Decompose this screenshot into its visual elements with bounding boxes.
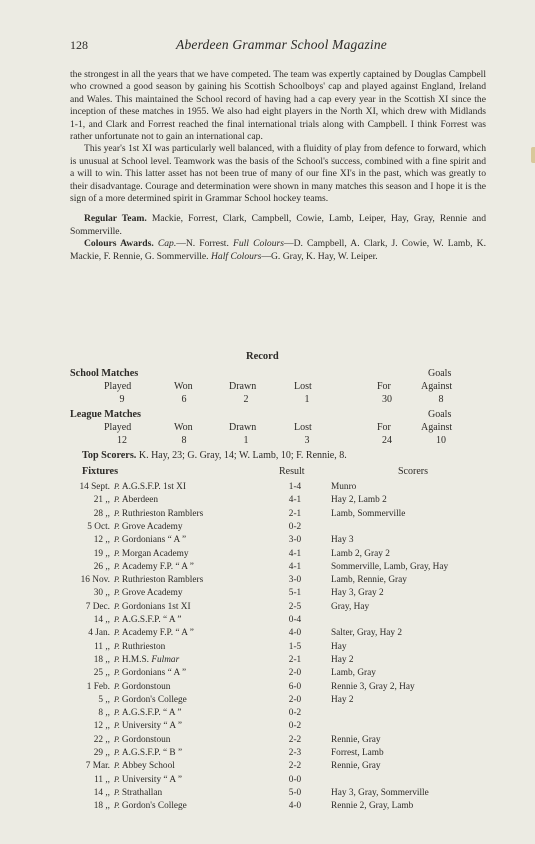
fixture-venue: P. bbox=[114, 801, 120, 811]
school-played-value: 9 bbox=[119, 394, 125, 405]
regular-team-line bbox=[70, 213, 486, 238]
record-title: Record bbox=[246, 351, 279, 362]
fixture-opponent bbox=[114, 655, 179, 665]
paragraph: This year's 1st XI was particularly well balanced, with a fluidity of play from defence to forward, which is unusual at School level. Teamwork was the basis of the School's success, combined with a fine spirit and a will to win. This latter asset has not been true of many of our fine XI's in the past, which was greatly to their disadvantage. Courage and determination were shown in many matches this season and I hope it is the sign of a more determined spirit in Grammar School hockey teams. bbox=[70, 143, 486, 205]
fixture-date: 26 ,, bbox=[93, 561, 110, 572]
fixture-date: 30 ,, bbox=[93, 588, 110, 599]
fixture-date: 7 Dec. bbox=[85, 601, 110, 612]
fixture-opponent-name: Gordonstoun bbox=[121, 734, 171, 745]
colours-awards-line bbox=[70, 238, 486, 263]
half-colours-text: —G. Gray, K. Hay, W. Leiper. bbox=[261, 250, 378, 262]
regular-team-text: Mackie, Forrest, Clark, Campbell, Cowie, Lamb, Leiper, Hay, Gray, Rennie and Sommerville. bbox=[70, 213, 487, 237]
league-lost-value: 3 bbox=[304, 435, 310, 446]
fixture-opponent-name: Gordon's College bbox=[121, 694, 187, 705]
top-scorers-line bbox=[82, 450, 347, 461]
fixture-opponent bbox=[114, 602, 191, 612]
fixture-date: 16 Nov. bbox=[80, 575, 110, 586]
league-goals-label: Goals bbox=[428, 409, 452, 420]
fixture-venue: P. bbox=[114, 694, 120, 704]
fixture-result: 1-5 bbox=[288, 641, 302, 652]
fixture-venue: P. bbox=[114, 548, 120, 558]
school-goals-label: Goals bbox=[428, 368, 452, 379]
league-drawn-value: 1 bbox=[243, 435, 249, 446]
fixture-date: 11 ,, bbox=[94, 641, 110, 652]
fixture-result: 4-0 bbox=[288, 628, 302, 639]
school-matches-heading: School Matches bbox=[70, 368, 139, 379]
league-col-drawn: Drawn bbox=[229, 422, 257, 433]
fixture-opponent-name: Gordonians 1st XI bbox=[121, 601, 191, 612]
fixture-opponent-name: University “ A ” bbox=[121, 721, 183, 732]
page-edge-mark bbox=[531, 147, 535, 163]
fixture-date: 18 ,, bbox=[93, 654, 110, 665]
fixture-scorers: Salter, Gray, Hay 2 bbox=[331, 628, 403, 639]
fixture-result: 0-2 bbox=[288, 721, 302, 732]
school-lost-value: 1 bbox=[304, 394, 310, 405]
fixtures-heading: Fixtures bbox=[82, 466, 119, 477]
fixture-date: 12 ,, bbox=[93, 535, 110, 546]
cap-text: —N. Forrest. bbox=[176, 238, 229, 250]
fixture-opponent bbox=[114, 668, 186, 678]
fixture-date: 7 Mar. bbox=[85, 761, 110, 772]
fixture-result: 0-2 bbox=[288, 521, 302, 532]
fixture-result: 2-2 bbox=[288, 761, 302, 772]
fixture-opponent bbox=[114, 588, 183, 598]
top-scorers-text: K. Hay, 23; G. Gray, 14; W. Lamb, 10; F. Rennie, 8. bbox=[138, 450, 347, 461]
school-won-value: 6 bbox=[181, 394, 187, 405]
fixture-opponent-name: A.G.S.F.P. “ A ” bbox=[121, 615, 182, 625]
school-col-won: Won bbox=[174, 381, 193, 392]
fixture-opponent-name: Abbey School bbox=[121, 761, 175, 772]
league-won-value: 8 bbox=[181, 435, 187, 446]
fixture-result: 2-1 bbox=[288, 654, 302, 665]
page-header bbox=[70, 38, 486, 56]
fixture-venue: P. bbox=[114, 601, 120, 611]
fixture-result: 2-1 bbox=[288, 508, 302, 519]
fixture-opponent-name: Gordonians “ A ” bbox=[121, 668, 187, 679]
fixture-opponent-name: Gordonstoun bbox=[121, 681, 171, 692]
fixture-date: 25 ,, bbox=[93, 668, 110, 679]
league-matches-heading: League Matches bbox=[70, 409, 142, 420]
fixture-date: 28 ,, bbox=[93, 508, 110, 519]
fixture-opponent bbox=[114, 642, 165, 652]
fixture-venue: P. bbox=[114, 521, 120, 531]
fixture-date: 18 ,, bbox=[93, 801, 110, 812]
fixture-scorers: Hay 3, Gray, Sommerville bbox=[331, 787, 429, 798]
fixture-venue: P. bbox=[114, 575, 120, 585]
fixture-opponent bbox=[114, 615, 182, 625]
fixture-opponent bbox=[114, 761, 175, 771]
fixture-scorers: Hay 3, Gray 2 bbox=[331, 588, 384, 599]
fixture-opponent-name: Gordonians “ A ” bbox=[121, 535, 187, 546]
league-col-lost: Lost bbox=[294, 422, 312, 433]
fixture-result: 2-3 bbox=[288, 748, 302, 758]
fixture-venue: P. bbox=[114, 508, 120, 518]
fixture-opponent-name: Aberdeen bbox=[121, 495, 158, 506]
fixture-scorers: Hay 2 bbox=[331, 654, 354, 665]
fixture-opponent-name: A.G.S.F.P. “ B ” bbox=[121, 748, 183, 758]
fixture-opponent-name: Academy F.P. “ A ” bbox=[121, 628, 194, 639]
fixture-opponent bbox=[114, 495, 158, 505]
scorers-heading: Scorers bbox=[398, 466, 428, 477]
fixture-venue: P. bbox=[114, 748, 120, 757]
full-colours-label: Full Colours bbox=[232, 238, 284, 250]
fixture-result: 3-0 bbox=[288, 535, 302, 546]
fixture-date: 14 ,, bbox=[93, 615, 110, 625]
fixture-scorers: Rennie 2, Gray, Lamb bbox=[331, 801, 414, 812]
league-played-value: 12 bbox=[117, 435, 127, 446]
fixture-venue: P. bbox=[114, 495, 120, 505]
fixture-date: 12 ,, bbox=[93, 721, 110, 732]
fixture-opponent-name: University “ A ” bbox=[121, 774, 183, 785]
fixture-venue: P. bbox=[114, 708, 120, 718]
fixture-opponent-name: Ruthrieston bbox=[121, 641, 166, 652]
fixture-scorers: Hay 2 bbox=[331, 694, 354, 705]
school-drawn-value: 2 bbox=[243, 394, 249, 405]
fixture-opponent-name: A.G.S.F.P. “ A ” bbox=[121, 708, 182, 719]
fixture-date: 22 ,, bbox=[93, 734, 110, 745]
fixture-opponent bbox=[114, 735, 170, 745]
fixture-venue: P. bbox=[114, 721, 120, 731]
fixture-scorers: Lamb, Gray bbox=[331, 668, 376, 679]
fixture-scorers: Hay 2, Lamb 2 bbox=[331, 495, 387, 506]
school-col-against: Against bbox=[421, 381, 453, 392]
fixture-scorers: Rennie, Gray bbox=[331, 734, 381, 745]
fixture-opponent bbox=[114, 695, 187, 705]
league-col-played: Played bbox=[104, 422, 132, 433]
fixture-opponent-name: Ruthrieston Ramblers bbox=[121, 508, 204, 519]
fixture-opponent bbox=[114, 509, 203, 519]
paragraph: the strongest in all the years that we have competed. The team was expertly captained by Douglas Campbell who crowned a good season by gaining his Scottish Schoolboys' cap and played against England, Ireland and Wales. This maintained the School record of having had a cap every year in the Scottish XI since the inception of these matches in 1955. We also had eight players in the North XI, which drew with Midlands 1-1, and Clark and Forrest reached the final international trials along with Campbell. I think Forrest was rather unfortunate not to gain an international cap. bbox=[70, 69, 486, 143]
result-heading: Result bbox=[279, 466, 305, 477]
fixture-opponent bbox=[114, 775, 182, 785]
fixture-venue: P. bbox=[114, 734, 120, 744]
fixture-scorers: Munro bbox=[331, 482, 357, 492]
page-number: 128 bbox=[70, 38, 88, 52]
fixture-opponent bbox=[114, 788, 162, 798]
fixture-opponent bbox=[114, 535, 186, 545]
fixture-date: 11 ,, bbox=[94, 774, 110, 785]
fixture-venue: P. bbox=[114, 761, 120, 771]
fixture-date: 5 Oct. bbox=[87, 521, 110, 532]
cap-label: Cap. bbox=[157, 238, 177, 250]
fixture-opponent bbox=[114, 682, 170, 692]
fixture-result: 5-1 bbox=[288, 588, 302, 599]
fixture-opponent bbox=[114, 801, 187, 811]
journal-title: Aberdeen Grammar School Magazine bbox=[176, 37, 387, 52]
fixture-opponent-name: Grove Academy bbox=[121, 521, 183, 532]
fixture-opponent bbox=[114, 549, 189, 559]
fixture-opponent bbox=[114, 628, 194, 638]
fixture-scorers: Sommerville, Lamb, Gray, Hay bbox=[331, 561, 449, 572]
school-for-value: 30 bbox=[382, 394, 392, 405]
fixture-opponent-name: Strathallan bbox=[121, 787, 163, 798]
top-scorers-label: Top Scorers. bbox=[82, 450, 137, 461]
league-col-against: Against bbox=[421, 422, 453, 433]
school-col-drawn: Drawn bbox=[229, 381, 257, 392]
fixture-result: 4-1 bbox=[288, 495, 302, 506]
fixture-scorers: Forrest, Lamb bbox=[331, 748, 384, 758]
fixture-result: 0-0 bbox=[288, 774, 302, 785]
fixture-result: 3-0 bbox=[288, 575, 302, 586]
fixture-result: 1-4 bbox=[288, 482, 302, 492]
fixture-scorers: Rennie, Gray bbox=[331, 761, 381, 772]
fixture-date: 14 Sept. bbox=[79, 482, 110, 492]
fixture-opponent bbox=[114, 708, 182, 718]
fixture-result: 5-0 bbox=[288, 787, 302, 798]
regular-team-label: Regular Team. bbox=[84, 213, 147, 225]
fixture-opponent bbox=[114, 748, 182, 758]
league-col-for: For bbox=[377, 422, 391, 433]
fixture-opponent-italic: Fulmar bbox=[151, 654, 180, 665]
fixture-result: 4-1 bbox=[288, 561, 302, 572]
fixture-result: 4-0 bbox=[288, 801, 302, 812]
fixture-opponent-name: Academy F.P. “ A ” bbox=[121, 561, 194, 572]
fixture-opponent-name: Ruthrieston Ramblers bbox=[121, 575, 204, 586]
school-against-value: 8 bbox=[438, 394, 444, 405]
school-col-lost: Lost bbox=[294, 381, 312, 392]
fixture-scorers: Hay bbox=[331, 641, 347, 652]
fixture-opponent bbox=[114, 721, 182, 731]
fixture-scorers: Lamb 2, Gray 2 bbox=[331, 548, 390, 559]
fixture-venue: P. bbox=[114, 641, 120, 651]
fixture-result: 0-4 bbox=[288, 615, 302, 625]
fixture-opponent bbox=[114, 575, 203, 585]
fixture-venue: P. bbox=[114, 774, 120, 784]
fixture-venue: P. bbox=[114, 654, 120, 664]
fixture-result: 2-0 bbox=[288, 694, 302, 705]
fixture-result: 4-1 bbox=[288, 548, 302, 559]
fixture-opponent-name: Grove Academy bbox=[121, 588, 183, 599]
league-col-won: Won bbox=[174, 422, 193, 433]
fixture-venue: P. bbox=[114, 482, 120, 491]
fixture-scorers: Lamb, Rennie, Gray bbox=[331, 575, 407, 586]
fixture-date: 8 ,, bbox=[98, 708, 110, 719]
fixture-venue: P. bbox=[114, 535, 120, 545]
school-col-played: Played bbox=[104, 381, 132, 392]
fixture-date: 14 ,, bbox=[93, 787, 110, 798]
fixture-opponent bbox=[114, 522, 183, 532]
fixture-scorers: Rennie 3, Gray 2, Hay bbox=[331, 681, 415, 692]
colours-label: Colours Awards. bbox=[84, 238, 154, 250]
fixture-date: 4 Jan. bbox=[88, 628, 110, 639]
fixture-opponent bbox=[114, 482, 186, 492]
fixture-date: 1 Feb. bbox=[86, 681, 110, 692]
fixture-date: 5 ,, bbox=[98, 694, 110, 705]
fixture-date: 29 ,, bbox=[93, 748, 110, 758]
fixture-result: 2-5 bbox=[288, 601, 302, 612]
league-against-value: 10 bbox=[436, 435, 446, 446]
fixture-date: 19 ,, bbox=[93, 548, 110, 559]
fixture-venue: P. bbox=[114, 628, 120, 638]
article-body bbox=[70, 69, 486, 263]
school-col-for: For bbox=[377, 381, 391, 392]
fixture-opponent-name: A.G.S.F.P. 1st XI bbox=[121, 482, 186, 492]
fixture-scorers: Hay 3 bbox=[331, 535, 354, 546]
fixture-venue: P. bbox=[114, 668, 120, 678]
fixture-venue: P. bbox=[114, 615, 120, 624]
fixture-result: 2-0 bbox=[288, 668, 302, 679]
fixture-opponent bbox=[114, 562, 194, 572]
fixture-result: 2-2 bbox=[288, 734, 302, 745]
fixture-opponent-name: Gordon's College bbox=[121, 801, 187, 812]
fixture-venue: P. bbox=[114, 561, 120, 571]
fixture-result: 0-2 bbox=[288, 708, 302, 719]
full-colours-text: —D. Campbell, A. Clark, J. Cowie, W. Lamb, K. Mackie, F. Rennie, G. Sommerville. bbox=[70, 238, 486, 262]
half-colours-label: Half Colours bbox=[211, 250, 262, 262]
fixture-venue: P. bbox=[114, 588, 120, 598]
fixture-opponent-name: H.M.S. bbox=[121, 654, 149, 665]
fixture-opponent-name: Morgan Academy bbox=[121, 548, 189, 559]
fixture-venue: P. bbox=[114, 787, 120, 797]
fixture-scorers: Gray, Hay bbox=[331, 601, 370, 612]
fixture-venue: P. bbox=[114, 681, 120, 691]
fixture-scorers: Lamb, Sommerville bbox=[331, 508, 406, 519]
league-for-value: 24 bbox=[382, 435, 392, 446]
fixture-date: 21 ,, bbox=[93, 495, 110, 506]
fixture-result: 6-0 bbox=[288, 681, 302, 692]
